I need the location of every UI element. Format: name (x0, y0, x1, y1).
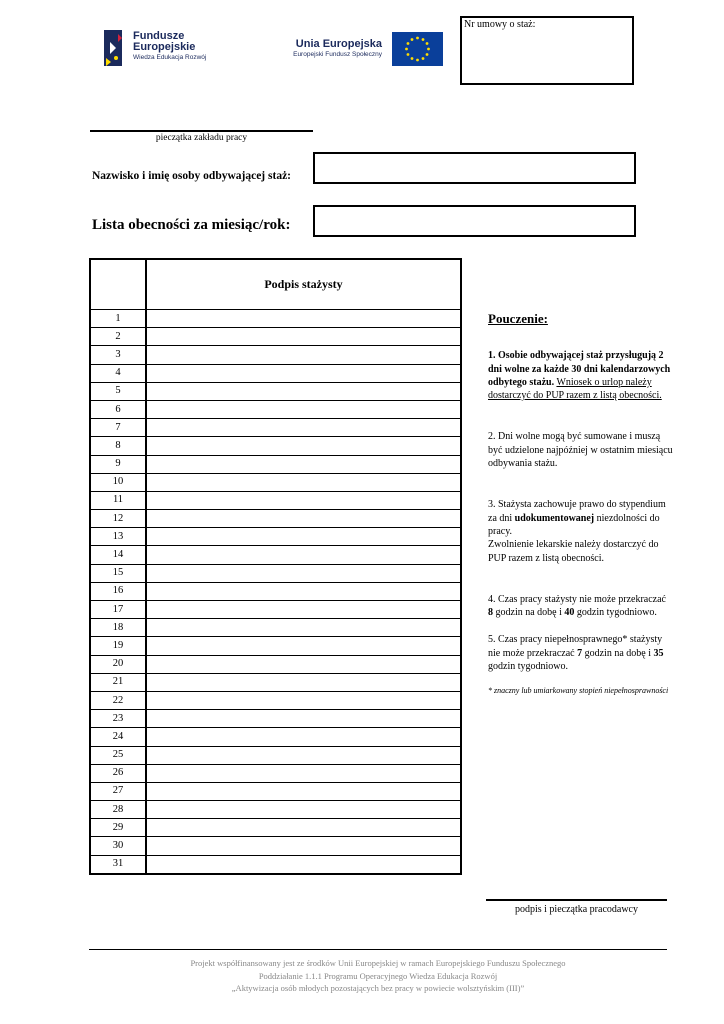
instruction-3-text-b: niezdolności do pracy. (488, 512, 660, 537)
signature-cell[interactable] (146, 346, 461, 364)
eu-flag-icon (392, 32, 443, 66)
signature-cell[interactable] (146, 782, 461, 800)
instruction-5-text-c: godzin tygodniowo. (488, 661, 568, 673)
day-number-cell: 2 (90, 328, 146, 346)
day-number-cell: 18 (90, 619, 146, 637)
table-row (90, 546, 461, 564)
eu-star-icon (422, 57, 425, 60)
table-row (90, 455, 461, 473)
signature-cell[interactable] (146, 728, 461, 746)
instructions (488, 312, 673, 697)
table-row (90, 346, 461, 364)
stamp-line (90, 130, 313, 132)
table-row (90, 655, 461, 673)
table-row (90, 637, 461, 655)
signature-cell[interactable] (146, 564, 461, 582)
table-header-row (90, 259, 461, 310)
signature-cell[interactable] (146, 510, 461, 528)
table-row (90, 746, 461, 764)
signature-cell[interactable] (146, 328, 461, 346)
day-column-header (90, 259, 146, 310)
table-row (90, 673, 461, 691)
signature-cell[interactable] (146, 582, 461, 600)
signature-cell[interactable] (146, 673, 461, 691)
day-number-cell: 12 (90, 510, 146, 528)
instruction-1-bold: 1. Osobie odbywającej staż przysługują 2 dni wolne za każde 30 dni kalendarzowych odbytego stażu. (488, 350, 671, 388)
disability-note: * znaczny lub umiarkowany stopień niepełnosprawności (488, 686, 669, 696)
signature-column-header: Podpis stażysty (146, 259, 461, 310)
eu-star-icon (405, 48, 408, 51)
eu-star-icon (416, 37, 419, 40)
table-row (90, 491, 461, 509)
eu-star-icon (407, 53, 410, 56)
table-row (90, 364, 461, 382)
day-number-cell: 4 (90, 364, 146, 382)
signature-cell[interactable] (146, 601, 461, 619)
table-row (90, 437, 461, 455)
table-row (90, 328, 461, 346)
signature-cell[interactable] (146, 764, 461, 782)
table-row (90, 382, 461, 400)
instruction-2: 2. Dni wolne mogą być sumowane i muszą być udzielone najpóźniej w ostatnim miesiącu odbywania stażu. (488, 431, 673, 470)
attendance-month-label: Lista obecności za miesiąc/rok: (92, 217, 291, 233)
table-row (90, 473, 461, 491)
signature-cell[interactable] (146, 837, 461, 855)
day-number-cell: 21 (90, 673, 146, 691)
signature-cell[interactable] (146, 691, 461, 709)
day-number-cell: 13 (90, 528, 146, 546)
eu-star-icon (416, 59, 419, 62)
trainee-name-field[interactable] (313, 152, 636, 184)
signature-cell[interactable] (146, 437, 461, 455)
table-row (90, 691, 461, 709)
instruction-5-hours-week: 35 (653, 647, 664, 659)
day-number-cell: 6 (90, 400, 146, 418)
instruction-4-text-a: 4. Czas pracy stażysty nie może przekraczać (488, 593, 666, 605)
table-row (90, 619, 461, 637)
day-number-cell: 15 (90, 564, 146, 582)
signature-cell[interactable] (146, 473, 461, 491)
day-number-cell: 23 (90, 710, 146, 728)
signature-cell[interactable] (146, 491, 461, 509)
instructions-title: Pouczenie: (488, 311, 548, 326)
signature-cell[interactable] (146, 310, 461, 328)
instruction-5-text-a: 5. Czas pracy niepełnosprawnego* stażysty nie może przekraczać (488, 634, 663, 659)
signature-cell[interactable] (146, 528, 461, 546)
instruction-1 (488, 349, 673, 402)
day-number-cell: 10 (90, 473, 146, 491)
day-number-cell: 14 (90, 546, 146, 564)
unia-europejska-logo (276, 38, 382, 60)
footer-divider (89, 949, 667, 950)
instruction-4 (488, 593, 673, 620)
instruction-4-text-b: godzin na dobę i (493, 607, 565, 619)
eu-star-icon (407, 42, 410, 45)
logo-fe-line1: Fundusze (133, 30, 185, 42)
table-row (90, 728, 461, 746)
table-row (90, 819, 461, 837)
logo-ue-line2: Europejski Fundusz Społeczny (293, 51, 382, 58)
table-row (90, 528, 461, 546)
attendance-table (89, 258, 462, 875)
trainee-name-label: Nazwisko i imię osoby odbywającej staż: (92, 170, 291, 182)
employer-signature-line (486, 899, 667, 901)
day-number-cell: 24 (90, 728, 146, 746)
table-row (90, 764, 461, 782)
day-number-cell: 25 (90, 746, 146, 764)
signature-cell[interactable] (146, 455, 461, 473)
signature-cell[interactable] (146, 419, 461, 437)
day-number-cell: 29 (90, 819, 146, 837)
contract-number-label: Nr umowy o staż: (464, 19, 536, 30)
contract-number-box[interactable] (460, 16, 634, 85)
employer-signature-label: podpis i pieczątka pracodawcy (514, 904, 638, 915)
day-number-cell: 31 (90, 855, 146, 874)
day-number-cell: 28 (90, 801, 146, 819)
table-row (90, 710, 461, 728)
table-row (90, 419, 461, 437)
table-row (90, 782, 461, 800)
instruction-3-text-a: 3. Stażysta zachowuje prawo do stypendium za dni (488, 499, 666, 524)
signature-cell[interactable] (146, 819, 461, 837)
logo-fe-line3: Wiedza Edukacja Rozwój (133, 54, 207, 61)
table-row (90, 510, 461, 528)
instruction-3-bold: udokumentowanej (514, 512, 595, 524)
day-number-cell: 20 (90, 655, 146, 673)
eu-star-icon (411, 57, 414, 60)
eu-star-icon (422, 38, 425, 41)
eu-star-icon (426, 53, 429, 56)
signature-cell[interactable] (146, 855, 461, 874)
instruction-3-text-c: Zwolnienie lekarskie należy dostarczyć do PUP razem z listą obecności. (488, 539, 659, 564)
instruction-1-underline: Wniosek o urlop należy dostarczyć do PUP razem z listą obecności. (488, 376, 662, 402)
footer (89, 957, 667, 995)
day-number-cell: 9 (90, 455, 146, 473)
attendance-month-field[interactable] (313, 205, 636, 237)
day-number-cell: 26 (90, 764, 146, 782)
signature-cell[interactable] (146, 655, 461, 673)
signature-cell[interactable] (146, 801, 461, 819)
eu-star-icon (426, 42, 429, 45)
signature-cell[interactable] (146, 746, 461, 764)
day-number-cell: 22 (90, 691, 146, 709)
signature-cell[interactable] (146, 546, 461, 564)
day-number-cell: 30 (90, 837, 146, 855)
table-row (90, 855, 461, 874)
instruction-4-hours-week: 40 (564, 607, 575, 619)
table-row (90, 801, 461, 819)
instruction-5-text-b: godzin na dobę i (582, 647, 654, 659)
day-number-cell: 17 (90, 601, 146, 619)
signature-cell[interactable] (146, 364, 461, 382)
signature-cell[interactable] (146, 400, 461, 418)
footer-line2: Poddziałanie 1.1.1 Programu Operacyjnego Wiedza Edukacja Rozwój (258, 970, 498, 981)
signature-cell[interactable] (146, 637, 461, 655)
table-row (90, 837, 461, 855)
instruction-3 (488, 498, 673, 564)
logo-ue-line1: Unia Europejska (295, 38, 382, 50)
signature-cell[interactable] (146, 382, 461, 400)
stamp-label: pieczątka zakładu pracy (155, 133, 248, 143)
eu-star-icon (427, 48, 430, 51)
table-row (90, 582, 461, 600)
day-number-cell: 7 (90, 419, 146, 437)
instruction-5-hours-day: 7 (577, 647, 583, 659)
table-row (90, 564, 461, 582)
day-number-cell: 19 (90, 637, 146, 655)
signature-cell[interactable] (146, 619, 461, 637)
day-number-cell: 5 (90, 382, 146, 400)
day-number-cell: 8 (90, 437, 146, 455)
day-number-cell: 27 (90, 782, 146, 800)
day-number-cell: 3 (90, 346, 146, 364)
table-row (90, 310, 461, 328)
table-row (90, 400, 461, 418)
fundusze-europejskie-logo-icon (102, 28, 130, 70)
signature-cell[interactable] (146, 710, 461, 728)
table-row (90, 601, 461, 619)
instruction-4-text-c: godzin tygodniowo. (574, 607, 657, 619)
instruction-5 (488, 633, 673, 673)
day-number-cell: 16 (90, 582, 146, 600)
footer-line3: „Aktywizacja osób młodych pozostających bez pracy w powiecie wolsztyńskim (III)” (231, 983, 525, 993)
instruction-4-hours-day: 8 (488, 607, 493, 619)
footer-line1: Projekt współfinansowany jest ze środków Unii Europejskiej w ramach Europejskiego Funduszu Społecznego (190, 958, 566, 968)
eu-star-icon (411, 38, 414, 41)
logo-fe-line2: Europejskie (133, 41, 196, 53)
day-number-cell: 1 (90, 310, 146, 328)
day-number-cell: 11 (90, 491, 146, 509)
fundusze-europejskie-logo (133, 31, 206, 63)
